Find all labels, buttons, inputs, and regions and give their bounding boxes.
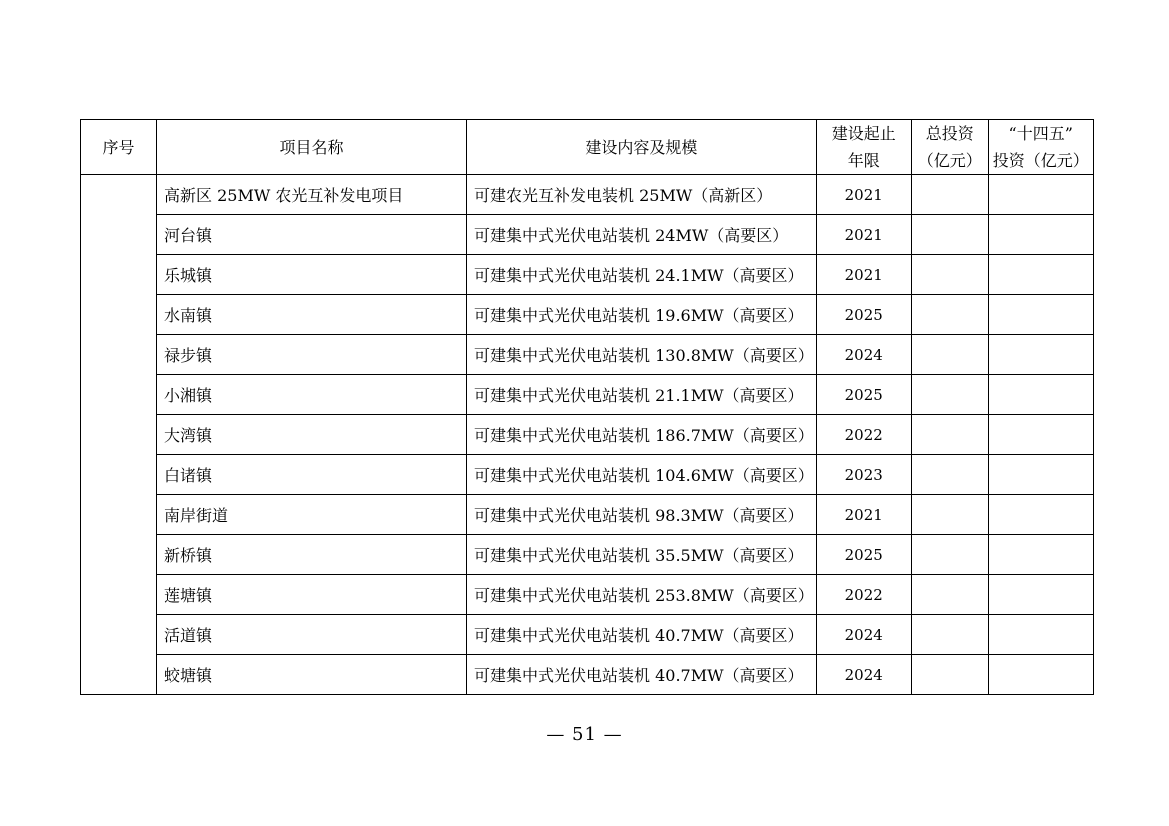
cell-total	[911, 575, 988, 615]
cell-total	[911, 495, 988, 535]
cell-plan	[988, 295, 1093, 335]
table-row	[81, 415, 1094, 455]
cell-total	[911, 455, 988, 495]
page-number: — 51 —	[546, 724, 623, 745]
cell-plan	[988, 615, 1093, 655]
cell-year: 2022	[816, 575, 911, 615]
cell-plan	[988, 535, 1093, 575]
header-years	[816, 120, 911, 175]
cell-content: 可建集中式光伏电站装机 19.6MW（高要区）	[467, 295, 817, 335]
cell-name: 白诸镇	[157, 455, 467, 495]
cell-name: 小湘镇	[157, 375, 467, 415]
header-plan-line2: 投资（亿元）	[992, 151, 1089, 170]
cell-content: 可建集中式光伏电站装机 186.7MW（高要区）	[467, 415, 817, 455]
header-name: 项目名称	[157, 120, 467, 175]
cell-year: 2024	[816, 615, 911, 655]
header-plan-investment	[988, 120, 1093, 175]
header-total-line2: （亿元）	[917, 151, 982, 170]
cell-year: 2025	[816, 375, 911, 415]
table-row	[81, 255, 1094, 295]
header-seq: 序号	[81, 120, 157, 175]
header-total-line1: 总投资	[925, 124, 974, 143]
table-row	[81, 335, 1094, 375]
cell-total	[911, 415, 988, 455]
cell-content: 可建农光互补发电装机 25MW（高新区）	[467, 175, 817, 215]
table-row	[81, 375, 1094, 415]
cell-seq	[81, 175, 157, 695]
header-total-investment	[911, 120, 988, 175]
cell-name: 莲塘镇	[157, 575, 467, 615]
cell-plan	[988, 255, 1093, 295]
cell-year: 2021	[816, 215, 911, 255]
header-content: 建设内容及规模	[467, 120, 817, 175]
cell-total	[911, 295, 988, 335]
cell-year: 2021	[816, 495, 911, 535]
table-header-row	[81, 120, 1094, 175]
header-years-line2: 年限	[847, 151, 880, 170]
cell-year: 2024	[816, 655, 911, 695]
cell-name: 水南镇	[157, 295, 467, 335]
table-body	[81, 175, 1094, 695]
cell-year: 2023	[816, 455, 911, 495]
cell-content: 可建集中式光伏电站装机 40.7MW（高要区）	[467, 615, 817, 655]
cell-total	[911, 335, 988, 375]
table-row	[81, 575, 1094, 615]
table-row	[81, 655, 1094, 695]
cell-content: 可建集中式光伏电站装机 253.8MW（高要区）	[467, 575, 817, 615]
cell-total	[911, 615, 988, 655]
cell-year: 2025	[816, 535, 911, 575]
cell-total	[911, 375, 988, 415]
cell-name: 南岸街道	[157, 495, 467, 535]
cell-total	[911, 535, 988, 575]
cell-name: 活道镇	[157, 615, 467, 655]
cell-plan	[988, 575, 1093, 615]
cell-name: 大湾镇	[157, 415, 467, 455]
cell-content: 可建集中式光伏电站装机 40.7MW（高要区）	[467, 655, 817, 695]
cell-content: 可建集中式光伏电站装机 21.1MW（高要区）	[467, 375, 817, 415]
cell-name: 乐城镇	[157, 255, 467, 295]
cell-name: 禄步镇	[157, 335, 467, 375]
cell-plan	[988, 495, 1093, 535]
cell-content: 可建集中式光伏电站装机 24MW（高要区）	[467, 215, 817, 255]
cell-year: 2022	[816, 415, 911, 455]
cell-plan	[988, 655, 1093, 695]
cell-year: 2021	[816, 175, 911, 215]
project-table	[80, 119, 1094, 695]
cell-plan	[988, 335, 1093, 375]
cell-plan	[988, 175, 1093, 215]
cell-plan	[988, 215, 1093, 255]
cell-total	[911, 175, 988, 215]
cell-content: 可建集中式光伏电站装机 35.5MW（高要区）	[467, 535, 817, 575]
table-row	[81, 615, 1094, 655]
cell-plan	[988, 375, 1093, 415]
table-row	[81, 215, 1094, 255]
header-years-line1: 建设起止	[831, 124, 896, 143]
cell-total	[911, 215, 988, 255]
cell-name: 蛟塘镇	[157, 655, 467, 695]
cell-plan	[988, 455, 1093, 495]
cell-total	[911, 655, 988, 695]
cell-name: 高新区 25MW 农光互补发电项目	[157, 175, 467, 215]
table-row	[81, 535, 1094, 575]
cell-name: 新桥镇	[157, 535, 467, 575]
cell-name: 河台镇	[157, 215, 467, 255]
cell-total	[911, 255, 988, 295]
cell-year: 2024	[816, 335, 911, 375]
table-row	[81, 295, 1094, 335]
cell-content: 可建集中式光伏电站装机 130.8MW（高要区）	[467, 335, 817, 375]
cell-year: 2021	[816, 255, 911, 295]
cell-year: 2025	[816, 295, 911, 335]
header-plan-line1: “十四五”	[1008, 124, 1073, 143]
cell-content: 可建集中式光伏电站装机 24.1MW（高要区）	[467, 255, 817, 295]
table-row	[81, 175, 1094, 215]
cell-content: 可建集中式光伏电站装机 98.3MW（高要区）	[467, 495, 817, 535]
cell-plan	[988, 415, 1093, 455]
table-row	[81, 455, 1094, 495]
table-row	[81, 495, 1094, 535]
cell-content: 可建集中式光伏电站装机 104.6MW（高要区）	[467, 455, 817, 495]
